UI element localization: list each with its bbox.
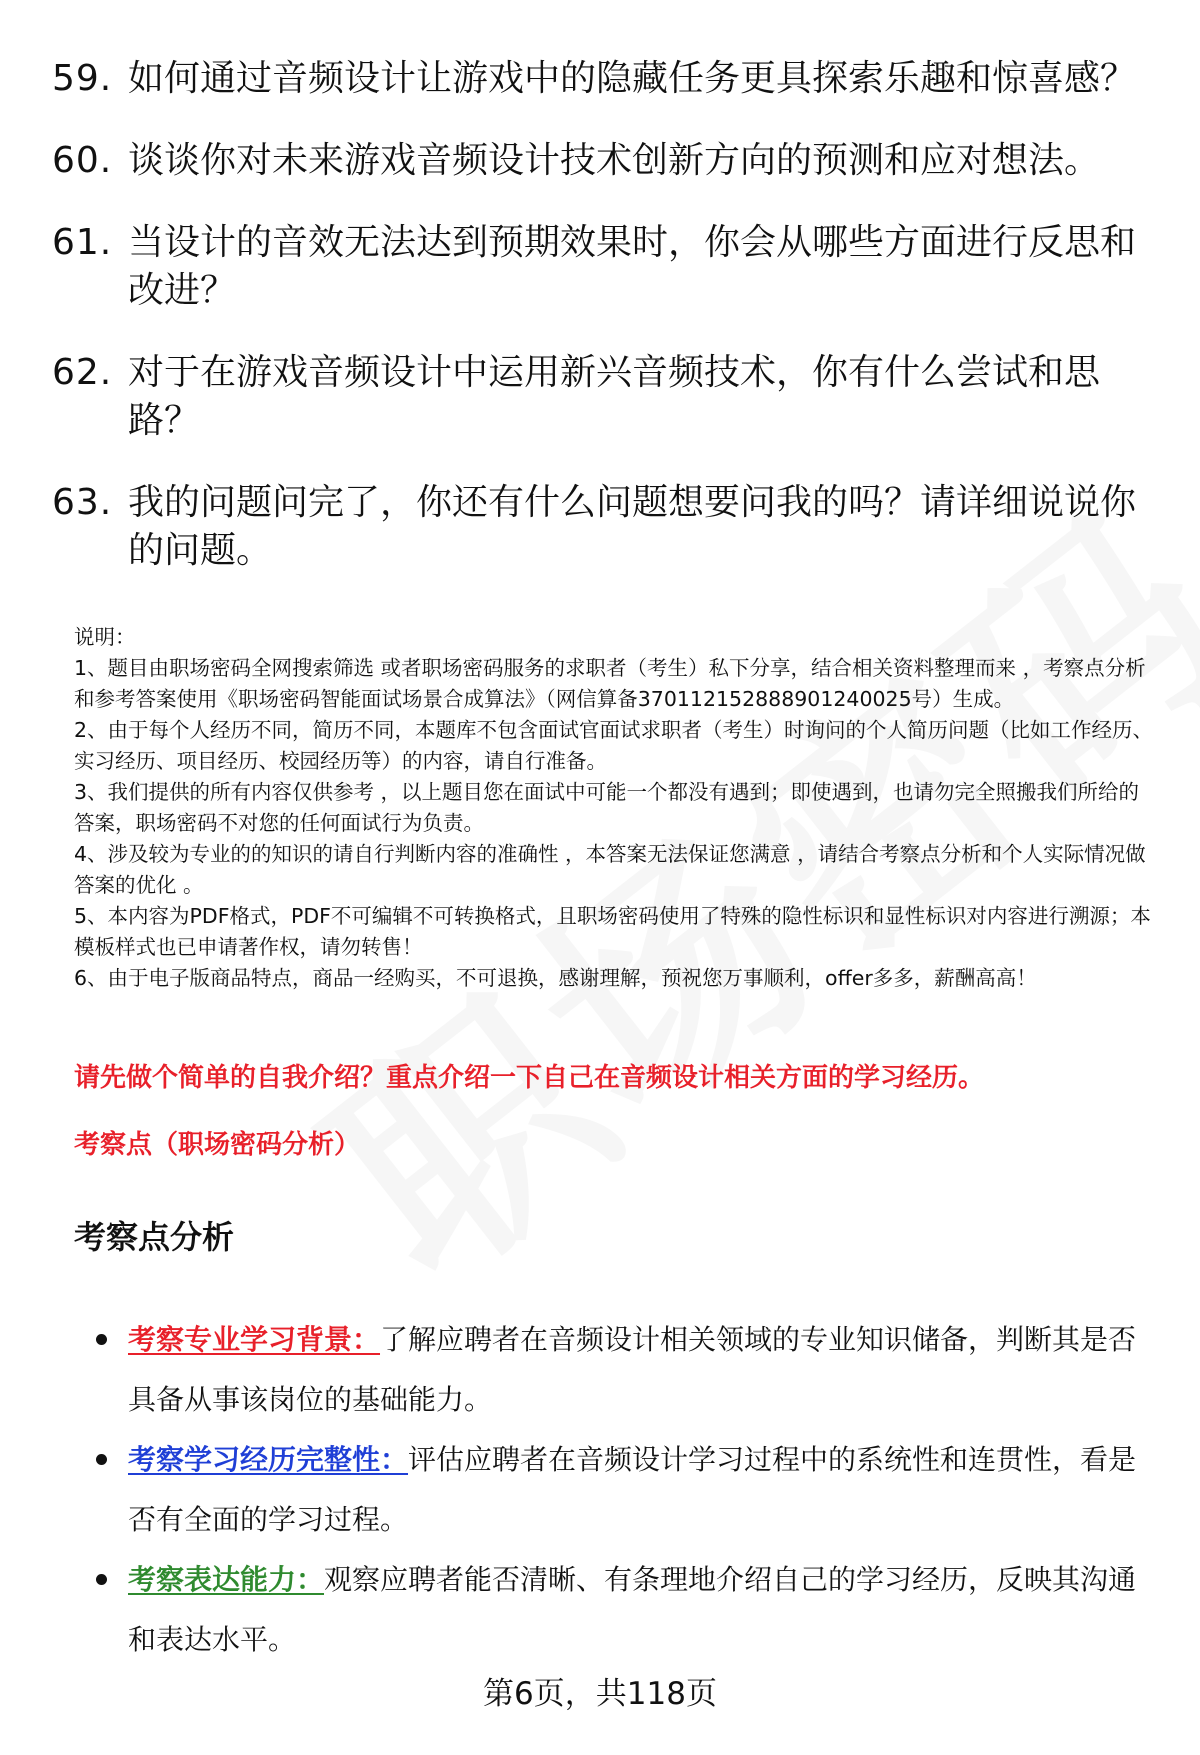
bullet-key: 考察表达能力： <box>128 1563 325 1596</box>
bullet-icon <box>96 1574 107 1585</box>
question-item <box>52 219 1152 315</box>
question-text: 谈谈你对未来游戏音频设计技术创新方向的预测和应对想法。 <box>128 140 1101 181</box>
note-item: 6、由于电子版商品特点，商品一经购买，不可退换，感谢理解，预祝您万事顺利，offer多多，薪酬高高！ <box>74 966 1037 990</box>
question-number: 59. <box>52 58 113 99</box>
question-item <box>52 349 1152 445</box>
bullet-text: 观察应聘者能否清晰、有条理地介绍自己的学习经历，反映其沟通和表达水平。 <box>128 1563 1137 1656</box>
question-text: 当设计的音效无法达到预期效果时，你会从哪些方面进行反思和改进？ <box>128 222 1137 311</box>
analysis-bullet <box>96 1310 1156 1430</box>
question-number: 61. <box>52 222 113 263</box>
question-text: 对于在游戏音频设计中运用新兴音频技术，你有什么尝试和思路？ <box>128 352 1101 441</box>
note-item: 4、涉及较为专业的的知识的请自行判断内容的准确性 ，本答案无法保证您满意 ，请结合考察点分析和个人实际情况做答案的优化 。 <box>74 842 1146 897</box>
question-text: 我的问题问完了，你还有什么问题想要问我的吗？请详细说说你的问题。 <box>128 482 1137 571</box>
question-number: 63. <box>52 482 113 523</box>
question-number: 62. <box>52 352 113 393</box>
question-text: 如何通过音频设计让游戏中的隐藏任务更具探索乐趣和惊喜感？ <box>128 58 1137 99</box>
question-item <box>52 55 1152 103</box>
bullet-text: 了解应聘者在音频设计相关领域的专业知识储备，判断其是否具备从事该岗位的基础能力。 <box>128 1323 1137 1416</box>
note-item: 2、由于每个人经历不同，简历不同，本题库不包含面试官面试求职者（考生）时询问的个人简历问题（比如工作经历、实习经历、项目经历、校园经历等）的内容，请自行准备。 <box>74 718 1154 773</box>
section-title: 考察点分析 <box>74 1218 235 1256</box>
bullet-key: 考察专业学习背景： <box>128 1323 381 1356</box>
note-item: 3、我们提供的所有内容仅供参考 ，以上题目您在面试中可能一个都没有遇到；即使遇到，也请勿完全照搬我们所给的答案，职场密码不对您的任何面试行为负责。 <box>74 780 1140 835</box>
page-footer: 第6页，共118页 <box>483 1676 717 1712</box>
note-item: 5、本内容为PDF格式，PDF不可编辑不可转换格式，且职场密码使用了特殊的隐性标识和显性标识对内容进行溯源；本模板样式也已申请著作权，请勿转售！ <box>74 904 1151 959</box>
question-list <box>52 55 1152 609</box>
bullet-text: 评估应聘者在音频设计学习过程中的系统性和连贯性，看是否有全面的学习过程。 <box>128 1443 1137 1536</box>
question-item <box>52 137 1152 185</box>
notes-section <box>74 622 1154 994</box>
notes-heading: 说明： <box>74 625 136 649</box>
bullet-key: 考察学习经历完整性： <box>128 1443 409 1476</box>
question-item <box>52 479 1152 575</box>
analysis-bullet <box>96 1550 1156 1670</box>
analysis-subtitle: 考察点（职场密码分析） <box>74 1130 361 1160</box>
note-item: 1、题目由职场密码全网搜索筛选 或者职场密码服务的求职者（考生）私下分享，结合相关资料整理而来 ，考察点分析和参考答案使用《职场密码智能面试场景合成算法》（网信算备370112152888901240025号）生成。 <box>74 656 1146 711</box>
analysis-bullet-list <box>96 1310 1156 1670</box>
bullet-icon <box>96 1334 107 1345</box>
interview-question-title: 请先做个简单的自我介绍？重点介绍一下自己在音频设计相关方面的学习经历。 <box>74 1063 985 1093</box>
analysis-bullet <box>96 1430 1156 1550</box>
question-number: 60. <box>52 140 113 181</box>
bullet-icon <box>96 1454 107 1465</box>
